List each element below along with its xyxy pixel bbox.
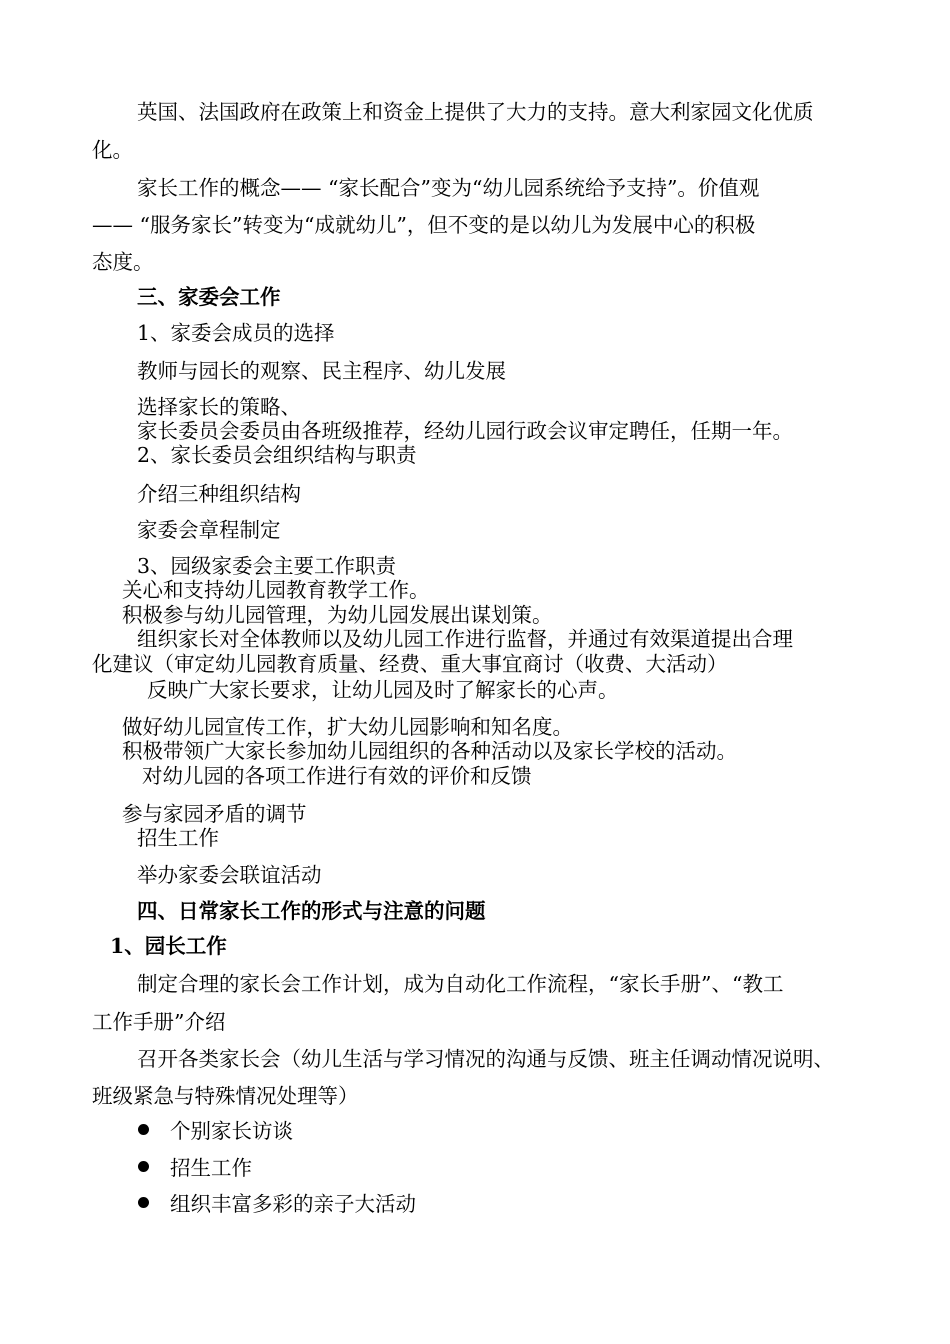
paragraph-line: 英国、法国政府在政策上和资金上提供了大力的支持。意大利家园文化优质: [137, 100, 814, 124]
bullet-icon: [138, 1124, 149, 1135]
paragraph-line: 举办家委会联谊活动: [137, 863, 322, 887]
list-item-text: 组织丰富多彩的亲子大活动: [170, 1192, 416, 1216]
paragraph-line: 班级紧急与特殊情况处理等）: [92, 1084, 359, 1108]
subsection-heading: 1、园长工作: [110, 934, 227, 958]
bullet-icon: [138, 1161, 149, 1172]
paragraph-line: 态度。: [92, 250, 154, 274]
subsection-heading: 3、园级家委会主要工作职责: [137, 554, 397, 578]
paragraph-line: 对幼儿园的各项工作进行有效的评价和反馈: [142, 764, 532, 788]
bullet-icon: [138, 1197, 149, 1208]
paragraph-line: 组织家长对全体教师以及幼儿园工作进行监督，并通过有效渠道提出合理: [137, 627, 793, 651]
paragraph-line: 教师与园长的观察、民主程序、幼儿发展: [137, 359, 506, 383]
subsection-heading: 1、家委会成员的选择: [137, 321, 335, 345]
paragraph-line: —— “服务家长”转变为“成就幼儿”，但不变的是以幼儿为发展中心的积极: [92, 213, 756, 237]
paragraph-line: 工作手册”介绍: [92, 1010, 226, 1034]
list-item-text: 个别家长访谈: [170, 1119, 293, 1143]
paragraph-line: 招生工作: [137, 826, 219, 850]
paragraph-line: 积极带领广大家长参加幼儿园组织的各种活动以及家长学校的活动。: [122, 739, 737, 763]
paragraph-line: 关心和支持幼儿园教育教学工作。: [122, 578, 430, 602]
paragraph-line: 化建议（审定幼儿园教育质量、经费、重大事宜商讨（收费、大活动）: [92, 652, 728, 676]
paragraph-line: 参与家园矛盾的调节: [122, 802, 307, 826]
paragraph-line: 化。: [92, 138, 133, 162]
paragraph-line: 介绍三种组织结构: [137, 482, 301, 506]
paragraph-line: 积极参与幼儿园管理，为幼儿园发展出谋划策。: [122, 603, 553, 627]
paragraph-line: 选择家长的策略、: [137, 395, 301, 419]
paragraph-line: 召开各类家长会（幼儿生活与学习情况的沟通与反馈、班主任调动情况说明、: [137, 1047, 834, 1071]
list-item-text: 招生工作: [170, 1156, 252, 1180]
subsection-heading: 2、家长委员会组织结构与职责: [137, 443, 417, 467]
paragraph-line: 家长工作的概念—— “家长配合”变为“幼儿园系统给予支持”。价值观: [137, 176, 760, 200]
section-heading: 四、日常家长工作的形式与注意的问题: [137, 899, 486, 923]
paragraph-line: 做好幼儿园宣传工作，扩大幼儿园影响和知名度。: [122, 715, 573, 739]
paragraph-line: 反映广大家长要求，让幼儿园及时了解家长的心声。: [147, 678, 619, 702]
section-heading: 三、家委会工作: [137, 285, 281, 309]
paragraph-line: 家长委员会委员由各班级推荐，经幼儿园行政会议审定聘任，任期一年。: [137, 419, 793, 443]
paragraph-line: 制定合理的家长会工作计划，成为自动化工作流程，“家长手册”、“教工: [137, 972, 784, 996]
paragraph-line: 家委会章程制定: [137, 518, 281, 542]
